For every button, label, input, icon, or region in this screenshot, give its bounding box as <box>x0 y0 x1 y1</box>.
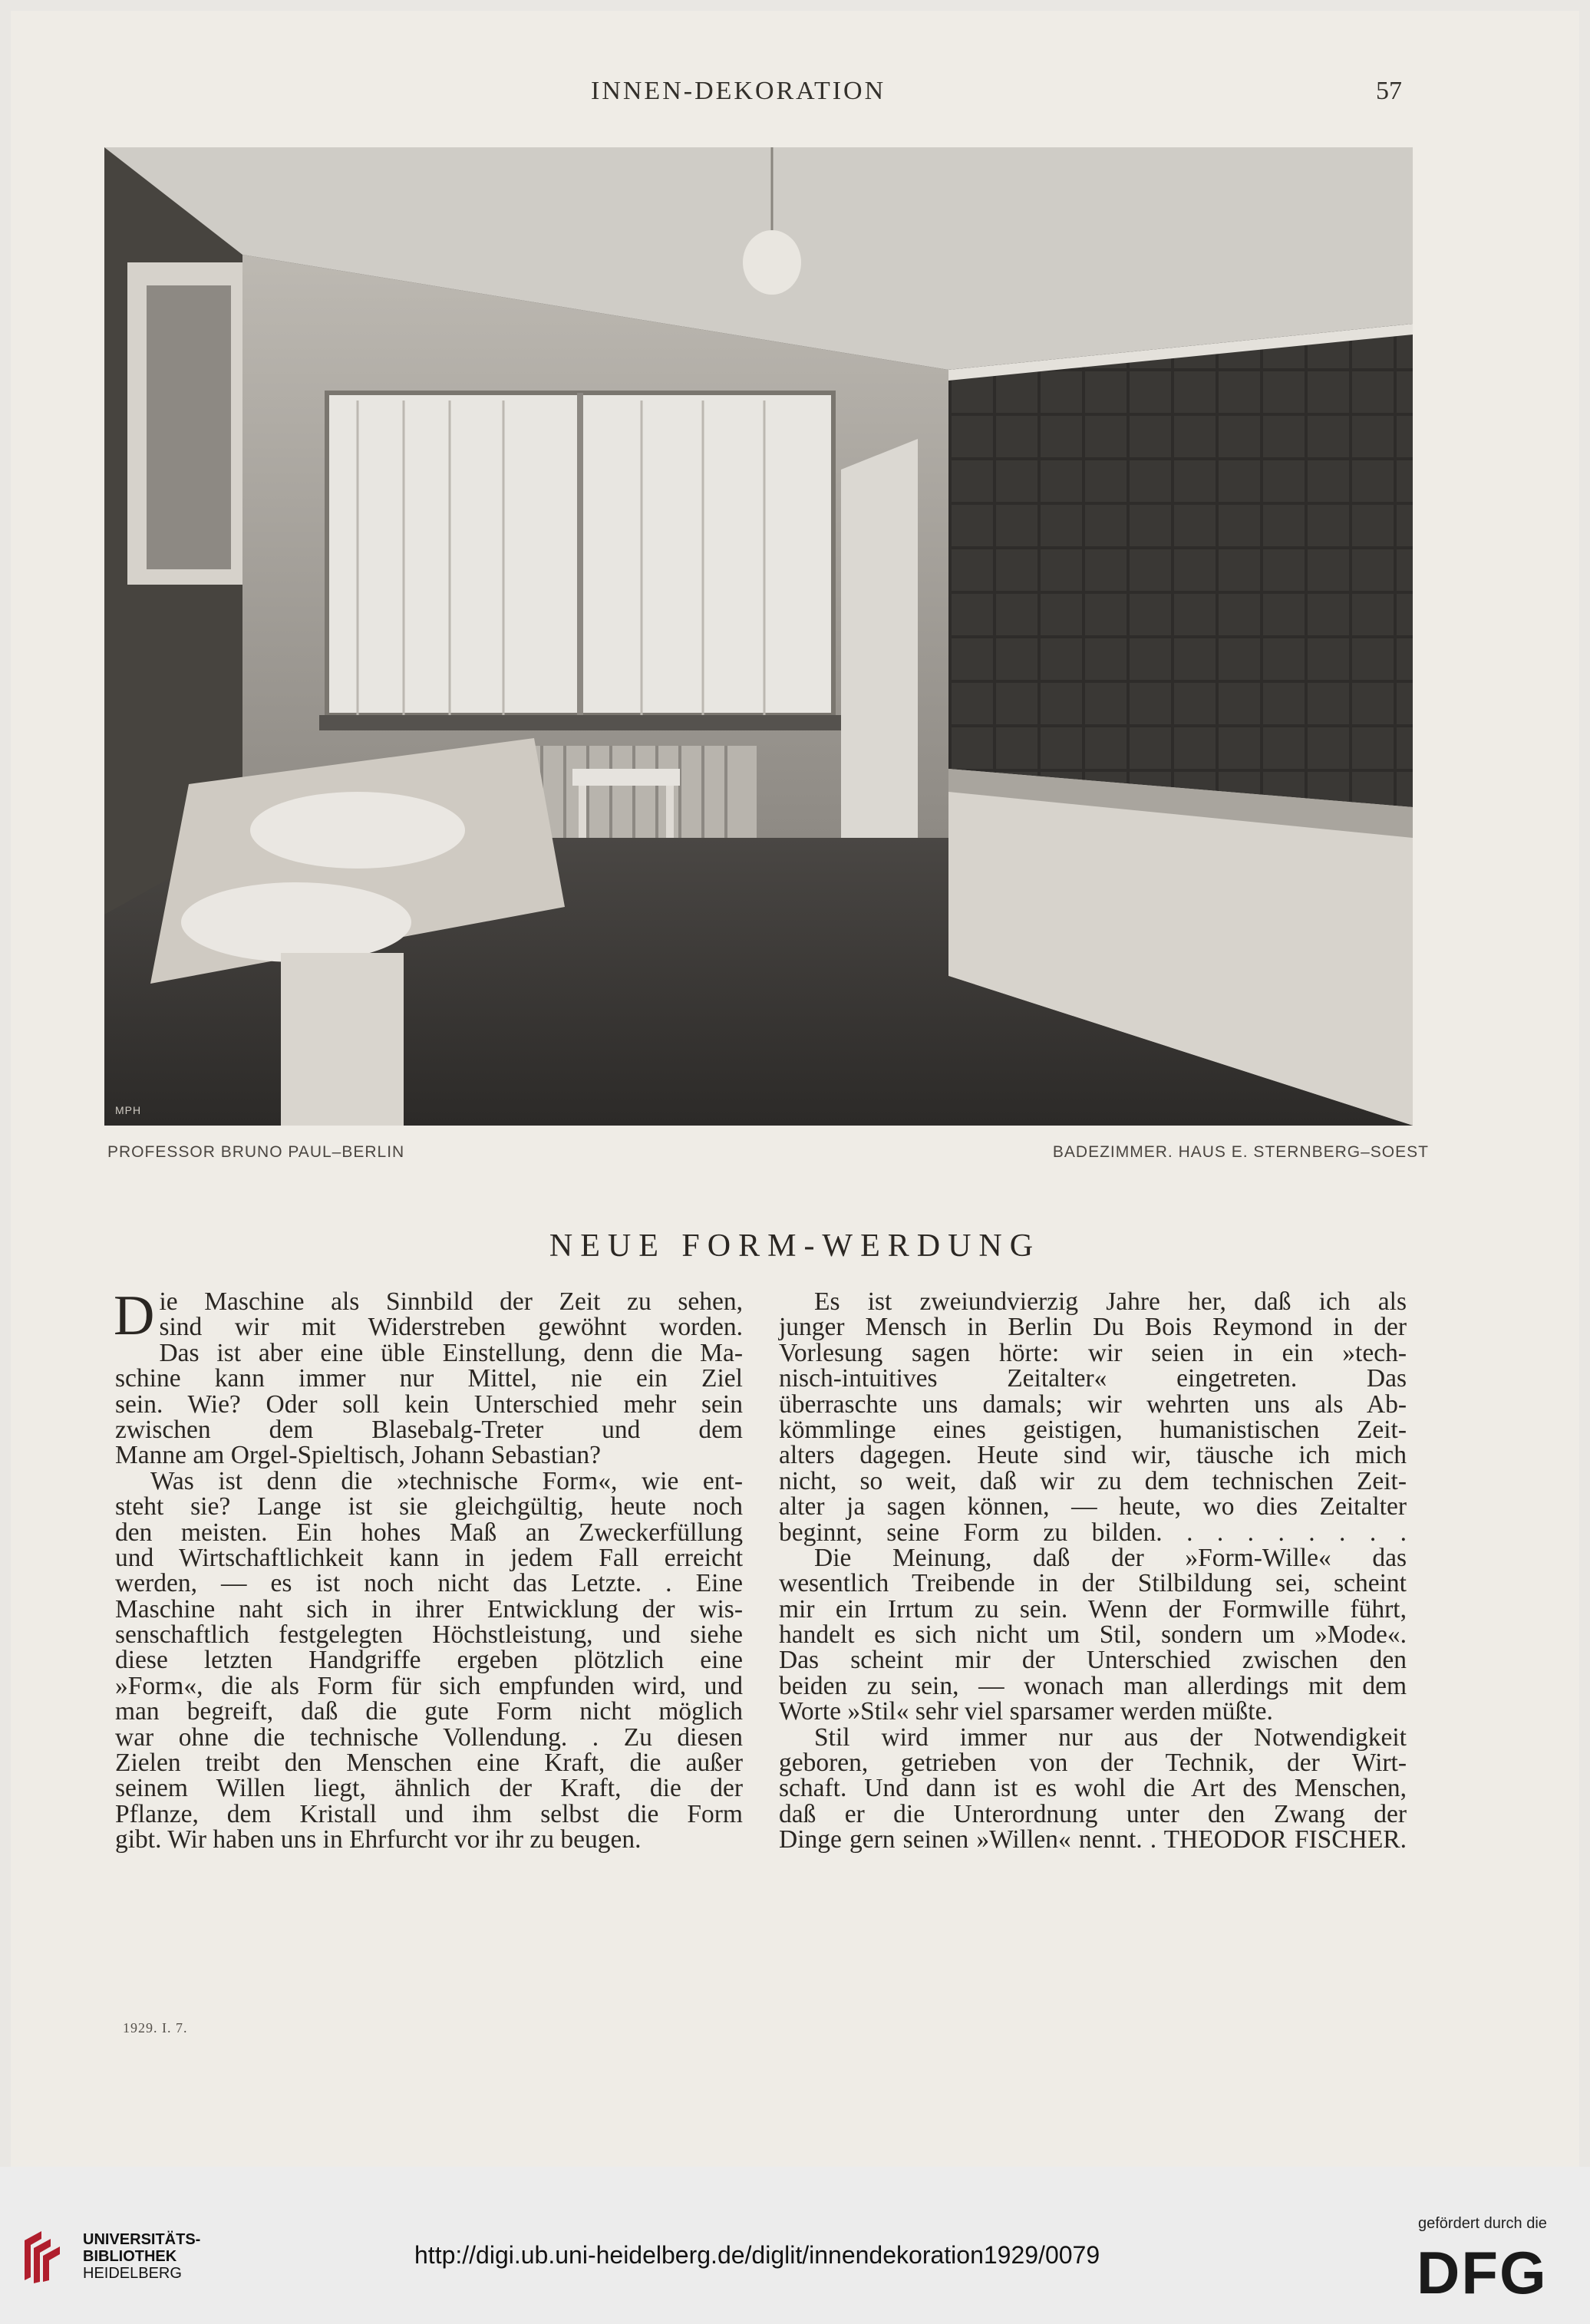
text-line: Das ist aber eine üble Einstellung, denn die Ma- <box>159 1338 743 1367</box>
text-line: schine kann immer nur Mittel, nie ein Ziel <box>115 1364 743 1393</box>
library-name-line: BIBLIOTHEK <box>83 2248 177 2265</box>
drop-cap: D <box>114 1284 155 1347</box>
photograph-image <box>104 147 1413 1126</box>
text-line: daß er die Unterordnung unter den Zwang der <box>779 1799 1407 1828</box>
text-line: sein. Wie? Oder soll kein Unterschied mehr sein <box>115 1389 743 1419</box>
text-line: überraschte uns damals; wir wehrten uns als Ab- <box>779 1389 1407 1419</box>
text-line: Was ist denn die »technische Form«, wie ent- <box>150 1466 743 1495</box>
text-line: sind wir mit Widerstreben gewöhnt worden. <box>159 1313 743 1342</box>
text-line: Manne am Orgel-Spieltisch, Johann Sebastian? <box>115 1441 601 1470</box>
text-line: zwischen dem Blasebalg-Treter und dem <box>115 1415 743 1444</box>
funding-label: gefördert durch die <box>1418 2215 1547 2232</box>
digitization-footer <box>0 2167 1590 2324</box>
page-number: 57 <box>1376 77 1402 105</box>
library-name-line: UNIVERSITÄTS- <box>83 2231 201 2248</box>
text-line: junger Mensch in Berlin Du Bois Reymond in der <box>779 1313 1407 1342</box>
library-name-line: HEIDELBERG <box>83 2265 182 2282</box>
text-line: Es ist zweiundvierzig Jahre her, daß ich als <box>814 1287 1407 1316</box>
right-column <box>779 1289 1407 1853</box>
text-line: »Form«, die als Form für sich empfunden wird, und <box>115 1671 743 1700</box>
text-line: Worte »Stil« sehr viel sparsamer werden müßte. <box>779 1697 1273 1726</box>
text-line: handelt es sich nicht um Stil, sondern um »Mode«. <box>779 1620 1407 1650</box>
text-line: Die Meinung, daß der »Form-Wille« das <box>814 1543 1407 1572</box>
text-line: wesentlich Treibende in der Stilbildung sei, scheint <box>779 1569 1407 1598</box>
text-line: senschaftlich festgelegten Höchstleistung, und siehe <box>115 1620 743 1650</box>
text-line: man begreift, daß die gute Form nicht möglich <box>115 1697 743 1726</box>
text-line: war ohne die technische Vollendung. . Zu diesen <box>115 1722 743 1752</box>
text-line: seinem Willen liegt, ähnlich der Kraft, die der <box>115 1774 743 1803</box>
text-line: alters dagegen. Heute sind wir, täusche ich mich <box>779 1441 1407 1470</box>
digitization-url-link[interactable]: http://digi.ub.uni-heidelberg.de/diglit/innendekoration1929/0079 <box>414 2241 1100 2269</box>
text-line: den meisten. Ein hohes Maß an Zweckerfüllung <box>115 1518 743 1547</box>
text-line: alter ja sagen können, — heute, wo dies Zeitalter <box>779 1492 1407 1521</box>
text-line: kömmlinge eines geistigen, humanistischen Zeit- <box>779 1415 1407 1444</box>
text-line: ie Maschine als Sinnbild der Zeit zu sehen, <box>159 1287 743 1316</box>
volume-code: 1929. I. 7. <box>123 2020 188 2036</box>
text-line: Stil wird immer nur aus der Notwendigkeit <box>814 1722 1407 1752</box>
university-library-logo-icon <box>18 2230 72 2283</box>
text-line: werden, — es ist noch nicht das Letzte. . Eine <box>115 1569 743 1598</box>
text-line: nicht, so weit, daß wir zu dem technischen Zeit- <box>779 1466 1407 1495</box>
text-line: Das scheint mir der Unterschied zwischen den <box>779 1646 1407 1675</box>
article-title: NEUE FORM-WERDUNG <box>549 1228 1041 1264</box>
photo-caption-room: BADEZIMMER. HAUS E. STERNBERG–SOEST <box>1052 1143 1429 1161</box>
photo-monogram: MPH <box>115 1104 142 1116</box>
text-line: Dinge gern seinen »Willen« nennt. . THEODOR FISCHER. <box>779 1825 1407 1854</box>
dfg-logo: DFG <box>1417 2239 1548 2306</box>
text-line: Zielen treibt den Menschen eine Kraft, die außer <box>115 1749 743 1778</box>
text-line: nisch-intuitives Zeitalter« eingetreten. Das <box>779 1364 1407 1393</box>
text-line: und Wirtschaftlichkeit kann in jedem Fall erreicht <box>115 1543 743 1572</box>
text-line: steht sie? Lange ist sie gleichgültig, heute noch <box>115 1492 743 1521</box>
text-line: geboren, getrieben von der Technik, der Wirt- <box>779 1749 1407 1778</box>
text-line: Maschine naht sich in ihrer Entwicklung der wis- <box>115 1594 743 1624</box>
text-line: schaft. Und dann ist es wohl die Art des Menschen, <box>779 1774 1407 1803</box>
text-line: beginnt, seine Form zu bilden. . . . . . . . . <box>779 1518 1407 1547</box>
bathroom-photograph <box>104 147 1413 1126</box>
text-line: Vorlesung sagen hörte: wir seien in ein »tech- <box>779 1338 1407 1367</box>
text-line: mir ein Irrtum zu sein. Wenn der Formwille führt, <box>779 1594 1407 1624</box>
text-line: Pflanze, dem Kristall und ihm selbst die Form <box>115 1799 743 1828</box>
running-head: INNEN-DEKORATION <box>591 77 886 105</box>
photo-caption-architect: PROFESSOR BRUNO PAUL–BERLIN <box>107 1143 405 1161</box>
left-column <box>114 1284 743 1854</box>
text-line: beiden zu sein, — wonach man allerdings mit dem <box>779 1671 1407 1700</box>
library-name <box>83 2231 200 2282</box>
text-line: diese letzten Handgriffe ergeben plötzlich eine <box>115 1646 743 1675</box>
text-line: gibt. Wir haben uns in Ehrfurcht vor ihr zu beugen. <box>115 1825 642 1854</box>
